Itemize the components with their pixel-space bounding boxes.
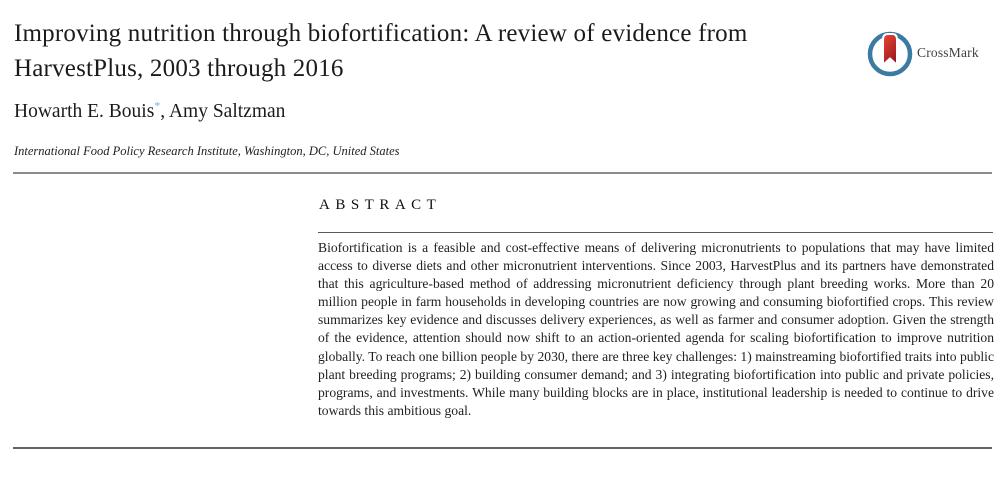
abstract-text: Biofortification is a feasible and cost-effective means of delivering micronutrients to populations that may have limited access to diverse diets and other micronutrient interventions. Since 2003, HarvestPlus and its partners have demonstrated that this agriculture-based method of addressing micronutrient deficiency through plant breeding works. More than 20 million people in farm households in developing countries are now growing and consuming biofortified crops. This review summarizes key evidence and discusses delivery experiences, as well as farmer and consumer adoption. Given the strength of the evidence, attention should now shift to an action-oriented agenda for scaling biofortification to improve nutrition globally. To reach one billion people by 2030, there are three key challenges: 1) mainstreaming biofortified traits into public plant breeding programs; 2) building consumer demand; and 3) integrating biofortification into public and private policies, programs, and investments. While many building blocks are in place, institutional leadership is needed to continue to drive towards this ambitious goal. — [318, 240, 994, 418]
article-title-line-1: Improving nutrition through biofortification: A review of evidence from — [14, 20, 748, 47]
top-divider — [13, 172, 992, 174]
article-title — [14, 16, 747, 86]
crossmark-badge[interactable] — [866, 27, 994, 79]
author-name-2: , Amy Saltzman — [160, 101, 286, 122]
crossmark-label: CrossMark — [917, 45, 979, 60]
crossmark-icon — [866, 29, 914, 77]
abstract-divider — [318, 232, 993, 233]
bottom-divider — [13, 447, 992, 449]
abstract-heading: ABSTRACT — [319, 197, 442, 213]
author-name-1: Howarth E. Bouis — [14, 101, 155, 122]
affiliation-line: International Food Policy Research Institute, Washington, DC, United States — [14, 144, 400, 158]
article-title-line-2: HarvestPlus, 2003 through 2016 — [14, 55, 344, 82]
corresponding-author-asterisk[interactable]: * — [154, 98, 161, 113]
authors-line — [14, 98, 285, 125]
